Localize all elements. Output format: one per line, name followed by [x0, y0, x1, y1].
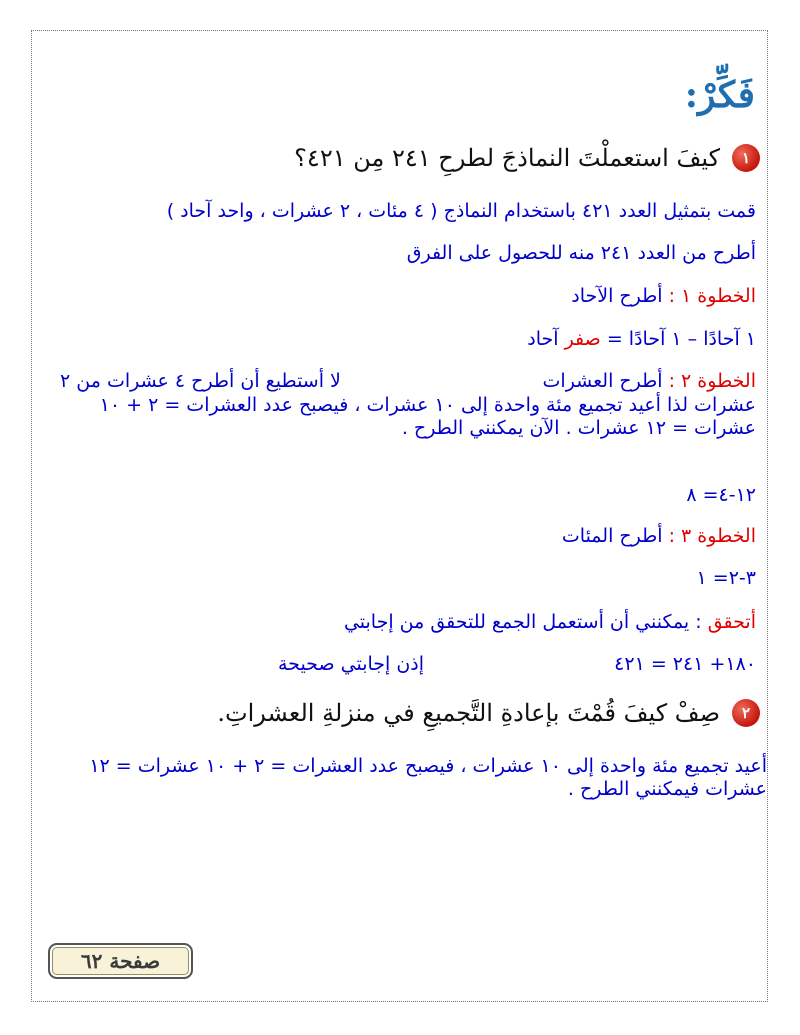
step-text: أطرح العشرات	[542, 370, 669, 392]
answer-2-paragraph: أعيد تجميع مئة واحدة إلى ١٠ عشرات ، فيصبح عدد العشرات = ٢ + ١٠ عشرات = ١٢ عشرات فيمكنني الطرح .	[89, 755, 767, 800]
step-label: الخطوة ١ :	[668, 285, 756, 307]
check-text: : يمكنني أن أستعمل الجمع للتحقق من إجابتي	[343, 611, 708, 633]
question-1	[294, 143, 760, 173]
step-label: الخطوة ٣ :	[668, 525, 756, 547]
answer-line: قمت بتمثيل العدد ٤٢١ باستخدام النماذج ( ٤ مئات ، ٢ عشرات ، واحد آحاد )	[166, 200, 756, 222]
step-text: أطرح الآحاد	[571, 285, 669, 307]
check-label: أتحقق	[707, 611, 756, 633]
question-text: كيفَ استعملْتَ النماذجَ لطرحِ ٢٤١ مِن ٤٢١؟	[294, 144, 720, 172]
step-label: الخطوة ٢ :	[668, 370, 756, 392]
check-calc: ١٨٠+ ٢٤١ = ٤٢١	[614, 653, 756, 675]
step-2-calc: ١٢-٤= ٨	[686, 484, 756, 506]
step-1-calc	[527, 327, 756, 351]
calc-text: آحاد	[527, 328, 565, 350]
step-2-note: لا أستطيع أن أطرح ٤ عشرات من ٢	[60, 370, 341, 392]
question-2	[217, 698, 760, 728]
page-number-label: صفحة ٦٢	[48, 943, 193, 979]
answer-line: أطرح من العدد ٢٤١ منه للحصول على الفرق	[406, 242, 756, 264]
question-text: صِفْ كيفَ قُمْتَ بإعادةِ التَّجميعِ في منزلةِ العشراتِ.	[217, 699, 720, 727]
check-line	[344, 610, 756, 634]
page-frame	[31, 30, 768, 1002]
question-number-badge: ٢	[732, 699, 760, 727]
calc-text: ١ آحادًا – ١ آحادًا =	[600, 328, 756, 350]
section-title: فَكِّرْ:	[684, 74, 755, 116]
step-3-calc: ٣-٢= ١	[696, 567, 756, 589]
zero-word: صفر	[564, 328, 601, 350]
check-result: إذن إجابتي صحيحة	[278, 653, 425, 675]
step-1	[571, 284, 756, 308]
step-text: أطرح المئات	[561, 525, 669, 547]
step-2-paragraph: عشرات لذا أعيد تجميع مئة واحدة إلى ١٠ عشرات ، فيصبح عدد العشرات = ٢ + ١٠ عشرات = ١٢ عشرات . الآن يمكنني الطرح .	[99, 394, 756, 439]
question-number-badge: ١	[732, 144, 760, 172]
step-3	[562, 524, 756, 548]
step-2	[543, 369, 756, 393]
